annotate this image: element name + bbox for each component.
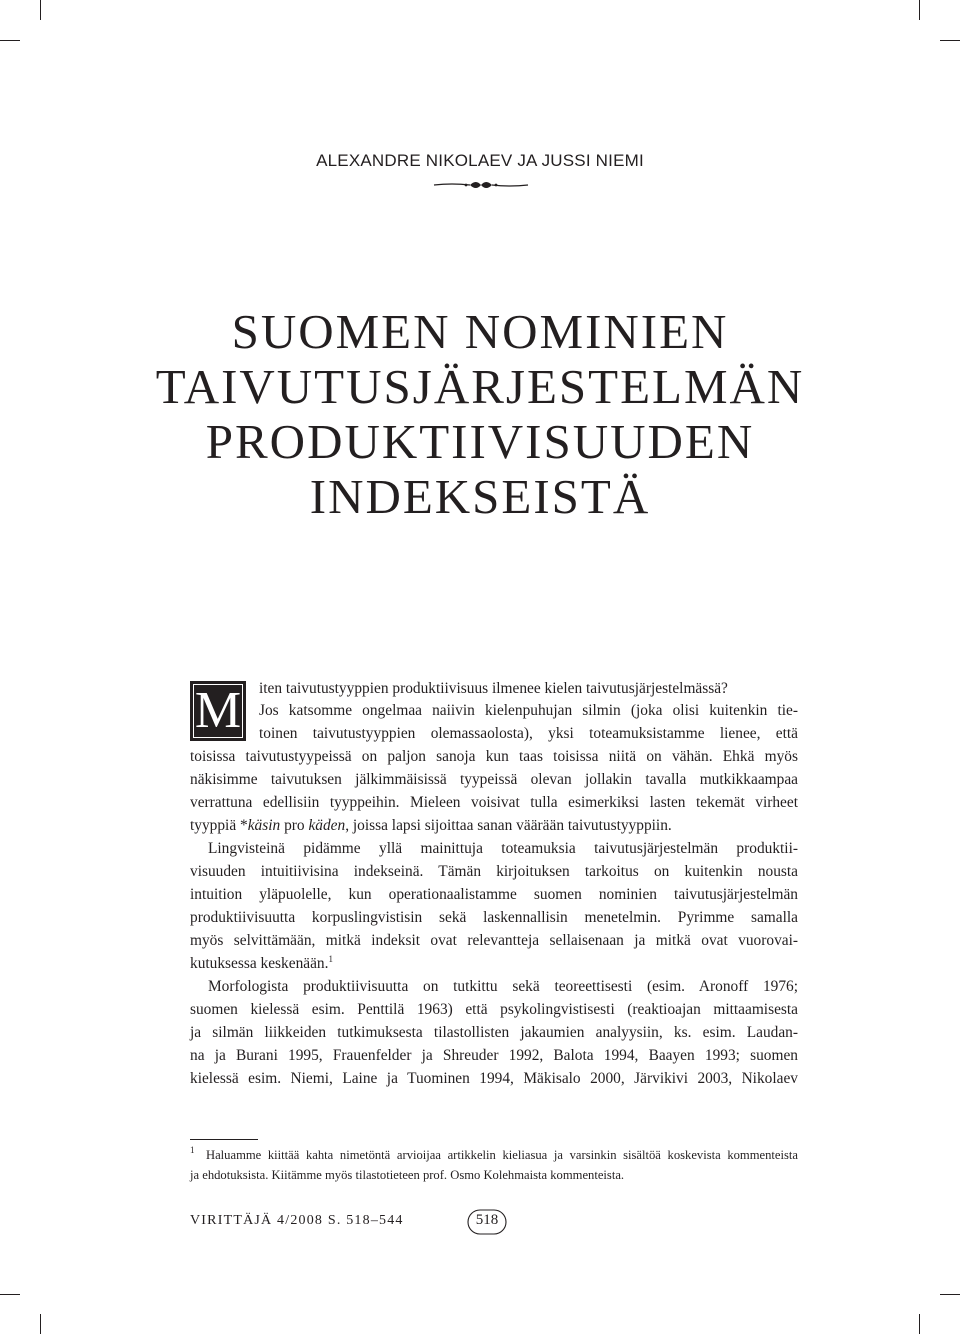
footnote-rule (190, 1139, 258, 1140)
body-line: verrattuna edellisiin tyyppeihin. Mieleen voisivat tulla esimerkiksi lasten tekemät virheet (190, 794, 798, 811)
body-line: visuuden intuitiivisina indekseinä. Tämän kirjoituksen tarkoitus on kuitenkin nousta (190, 863, 798, 880)
title-line: SUOMEN NOMINIEN (231, 304, 729, 359)
body-line: Jos katsomme ongelmaa naiivin kielenpuhujan silmin (joka olisi kuitenkin tie- (259, 702, 798, 719)
crop-mark (40, 1314, 41, 1334)
drop-cap-letter: M (194, 682, 242, 739)
body-line (190, 952, 798, 976)
body-line: suomen kielessä esim. Penttilä 1963) että psykolingvistisesti (reaktioajan mittaamisesta (190, 1001, 798, 1018)
body-line (190, 814, 798, 838)
drop-cap (190, 681, 246, 741)
crop-mark (0, 1294, 20, 1295)
text-run: , joissa lapsi sijoittaa sanan väärään taivutustyyppiin. (345, 817, 672, 834)
title-line: PRODUKTIIVISUUDEN (205, 414, 755, 469)
body-line: myös selvittämään, mitkä indeksit ovat relevantteja sellaisenaan ja mitkä ovat vuorovai- (190, 932, 798, 949)
article-title (0, 304, 960, 524)
crop-mark (0, 40, 20, 41)
body-line: iten taivutustyyppien produktiivisuus ilmenee kielen taivutusjärjestelmässä? (259, 680, 728, 697)
title-line: TAIVUTUSJÄRJESTELMÄN (155, 359, 805, 414)
text-run: kutuksessa keskenään. (190, 955, 329, 972)
body-line: näkisimme taivutuksen jälkimmäisissä tyypeissä olevan jollakin tavalla mutkikkaampaa (190, 771, 798, 788)
title-line: INDEKSEISTÄ (309, 469, 651, 524)
body-line: toinen taivutustyyppien olemassaolosta), yksi toteamuksistamme lienee, että (259, 725, 798, 742)
footnote-line: ja ehdotuksista. Kiitämme myös tilastotieteen prof. Osmo Kolehmaista kommenteista. (190, 1168, 625, 1182)
footnote-line: Haluamme kiittää kahta nimetöntä arvioijaa artikkelin kieliasua ja varsinkin sisältöä koskevista kommenteista (206, 1148, 798, 1162)
crop-mark (919, 1314, 920, 1334)
italic-word: käden (308, 817, 346, 834)
journal-citation: VIRITTÄJÄ 4/2008 S. 518–544 (190, 1213, 404, 1228)
body-line: ja silmän liikkeiden tutkimuksesta tilastollisten jakaumien analyysiin, ks. esim. Laudan- (190, 1024, 798, 1041)
crop-mark (940, 40, 960, 41)
footnote-reference[interactable]: 1 (328, 953, 333, 964)
body-line: intuition yläpuolelle, kun operationaalistamme suomen nominien taivutusjärjestelmän (190, 886, 798, 903)
page-number-badge (467, 1209, 507, 1235)
crop-mark (919, 0, 920, 20)
crop-mark (940, 1294, 960, 1295)
body-line: Morfologista produktiivisuutta on tutkittu sekä teoreettisesti (esim. Aronoff 1976; (208, 978, 798, 995)
footnote-marker: 1 (190, 1144, 195, 1155)
body-line: na ja Burani 1995, Frauenfelder ja Shreuder 1992, Balota 1994, Baayen 1993; suomen (190, 1047, 798, 1064)
text-run: pro (280, 817, 309, 834)
ornament-divider-icon (432, 178, 530, 192)
page-number: 518 (475, 1212, 499, 1228)
crop-mark (40, 0, 41, 20)
body-line: produktiivisuutta korpuslingvistisin sekä laskennallisin menetelmin. Pyrimme samalla (190, 909, 798, 926)
article-authors: ALEXANDRE NIKOLAEV JA JUSSI NIEMI (316, 151, 644, 170)
body-line: Lingvisteinä pidämme yllä mainittuja toteamuksia taivutusjärjestelmän produktii- (208, 840, 798, 857)
text-run: tyyppiä * (190, 817, 248, 834)
body-line: toisissa taivutustyypeissä on paljon sanoja kun taas toisissa niitä on vähän. Ehkä myös (190, 748, 798, 765)
italic-word: käsin (247, 817, 281, 834)
body-line: kielessä esim. Niemi, Laine ja Tuominen 1994, Mäkisalo 2000, Järvikivi 2003, Nikolaev (190, 1070, 798, 1087)
